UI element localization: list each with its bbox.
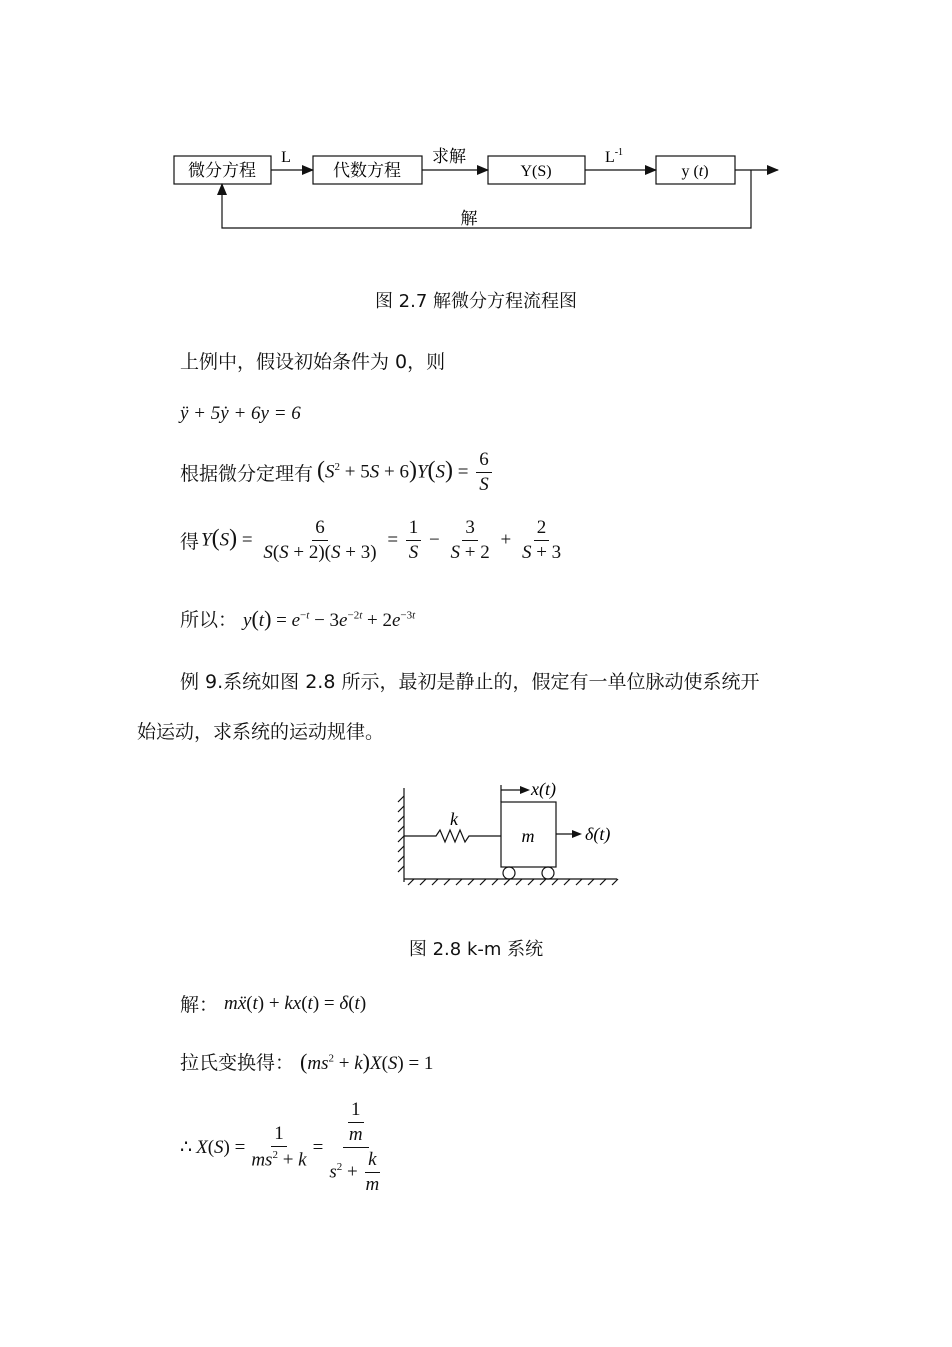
eq2-prefix: 根据微分定理有 [180,463,314,486]
sol-prefix: 解： [180,994,219,1016]
caption-fig-2-8: 图 2.8 k-m 系统 [408,939,544,960]
paragraph-initial-conditions: 上例中，假设初始条件为 0，则 [180,351,446,373]
equation-transfer-function: ∴ X ( S ) = $\frac{1}{ms^2 + k}$ = $\frac{1}{m}$ $s^2$ + $\frac{k}{m}$ [180,1099,380,1195]
edge-L-label: L [281,149,291,166]
delta-t-label: δ(t) [585,824,611,844]
edge-solve-label: 求解 [432,147,466,166]
box3-label: Y(S) [520,163,552,180]
equation-partial-fractions [180,518,567,564]
equation-laplace [180,1048,433,1075]
equation-ode: ÿ + 5ẏ + 6y = 6 [180,403,301,424]
eq4-prefix: 所以： [180,609,238,631]
box2-label: 代数方程 [333,161,401,180]
equation-solution [180,605,415,632]
spring [404,830,501,842]
flowchart-diagram [0,0,952,260]
wheel-right [542,867,554,879]
box4-label: y (t) [681,163,709,180]
m-label: m [521,826,535,846]
k-label: k [450,809,458,829]
laplace-prefix: 拉氏变换得： [180,1052,295,1074]
equation-laplace-transform [180,450,495,496]
equation-motion [180,990,366,1017]
feedback-label: 解 [460,209,478,228]
feedback-line [222,170,751,228]
x-t-label: x(t) [531,779,556,799]
laplace-formula: $(ms^2 + k)X(S) = 1$ [300,1048,434,1074]
caption-fig-2-7: 图 2.7 解微分方程流程图 [374,291,578,312]
wall-hatching [398,796,404,872]
example-9-line2: 始运动，求系统的运动规律。 [137,721,385,743]
eq2-formula: $(S^2 + 5S + 6)Y(S)$ = $\frac{6}{S}$ [317,450,495,496]
box1-label: 微分方程 [188,161,256,180]
wheel-left [503,867,515,879]
edge-inverse-L-label: $L^{-1}$ [604,147,624,166]
ground-hatching [408,879,618,885]
km-system-diagram [0,760,952,900]
motion-formula: mẍ(t) + kx(t) = δ(t) [224,992,367,1014]
eq3-prefix: 得 [180,531,200,554]
example-9-line1: 例 9.系统如图 2.8 所示，最初是静止的，假定有一单位脉动使系统开 [180,671,760,693]
eq3-formula: Y(S) = $\frac{6}{S(S + 2)(S + 3)}$ = $\frac{1}{S}$ − $\frac{3}{S + 2}$ + $\frac{2}{S + 3}$ [201,517,562,563]
eq4-formula: $y(t) = e^{-t} - 3e^{-2t} + 2e^{-3t}$ [243,605,416,631]
